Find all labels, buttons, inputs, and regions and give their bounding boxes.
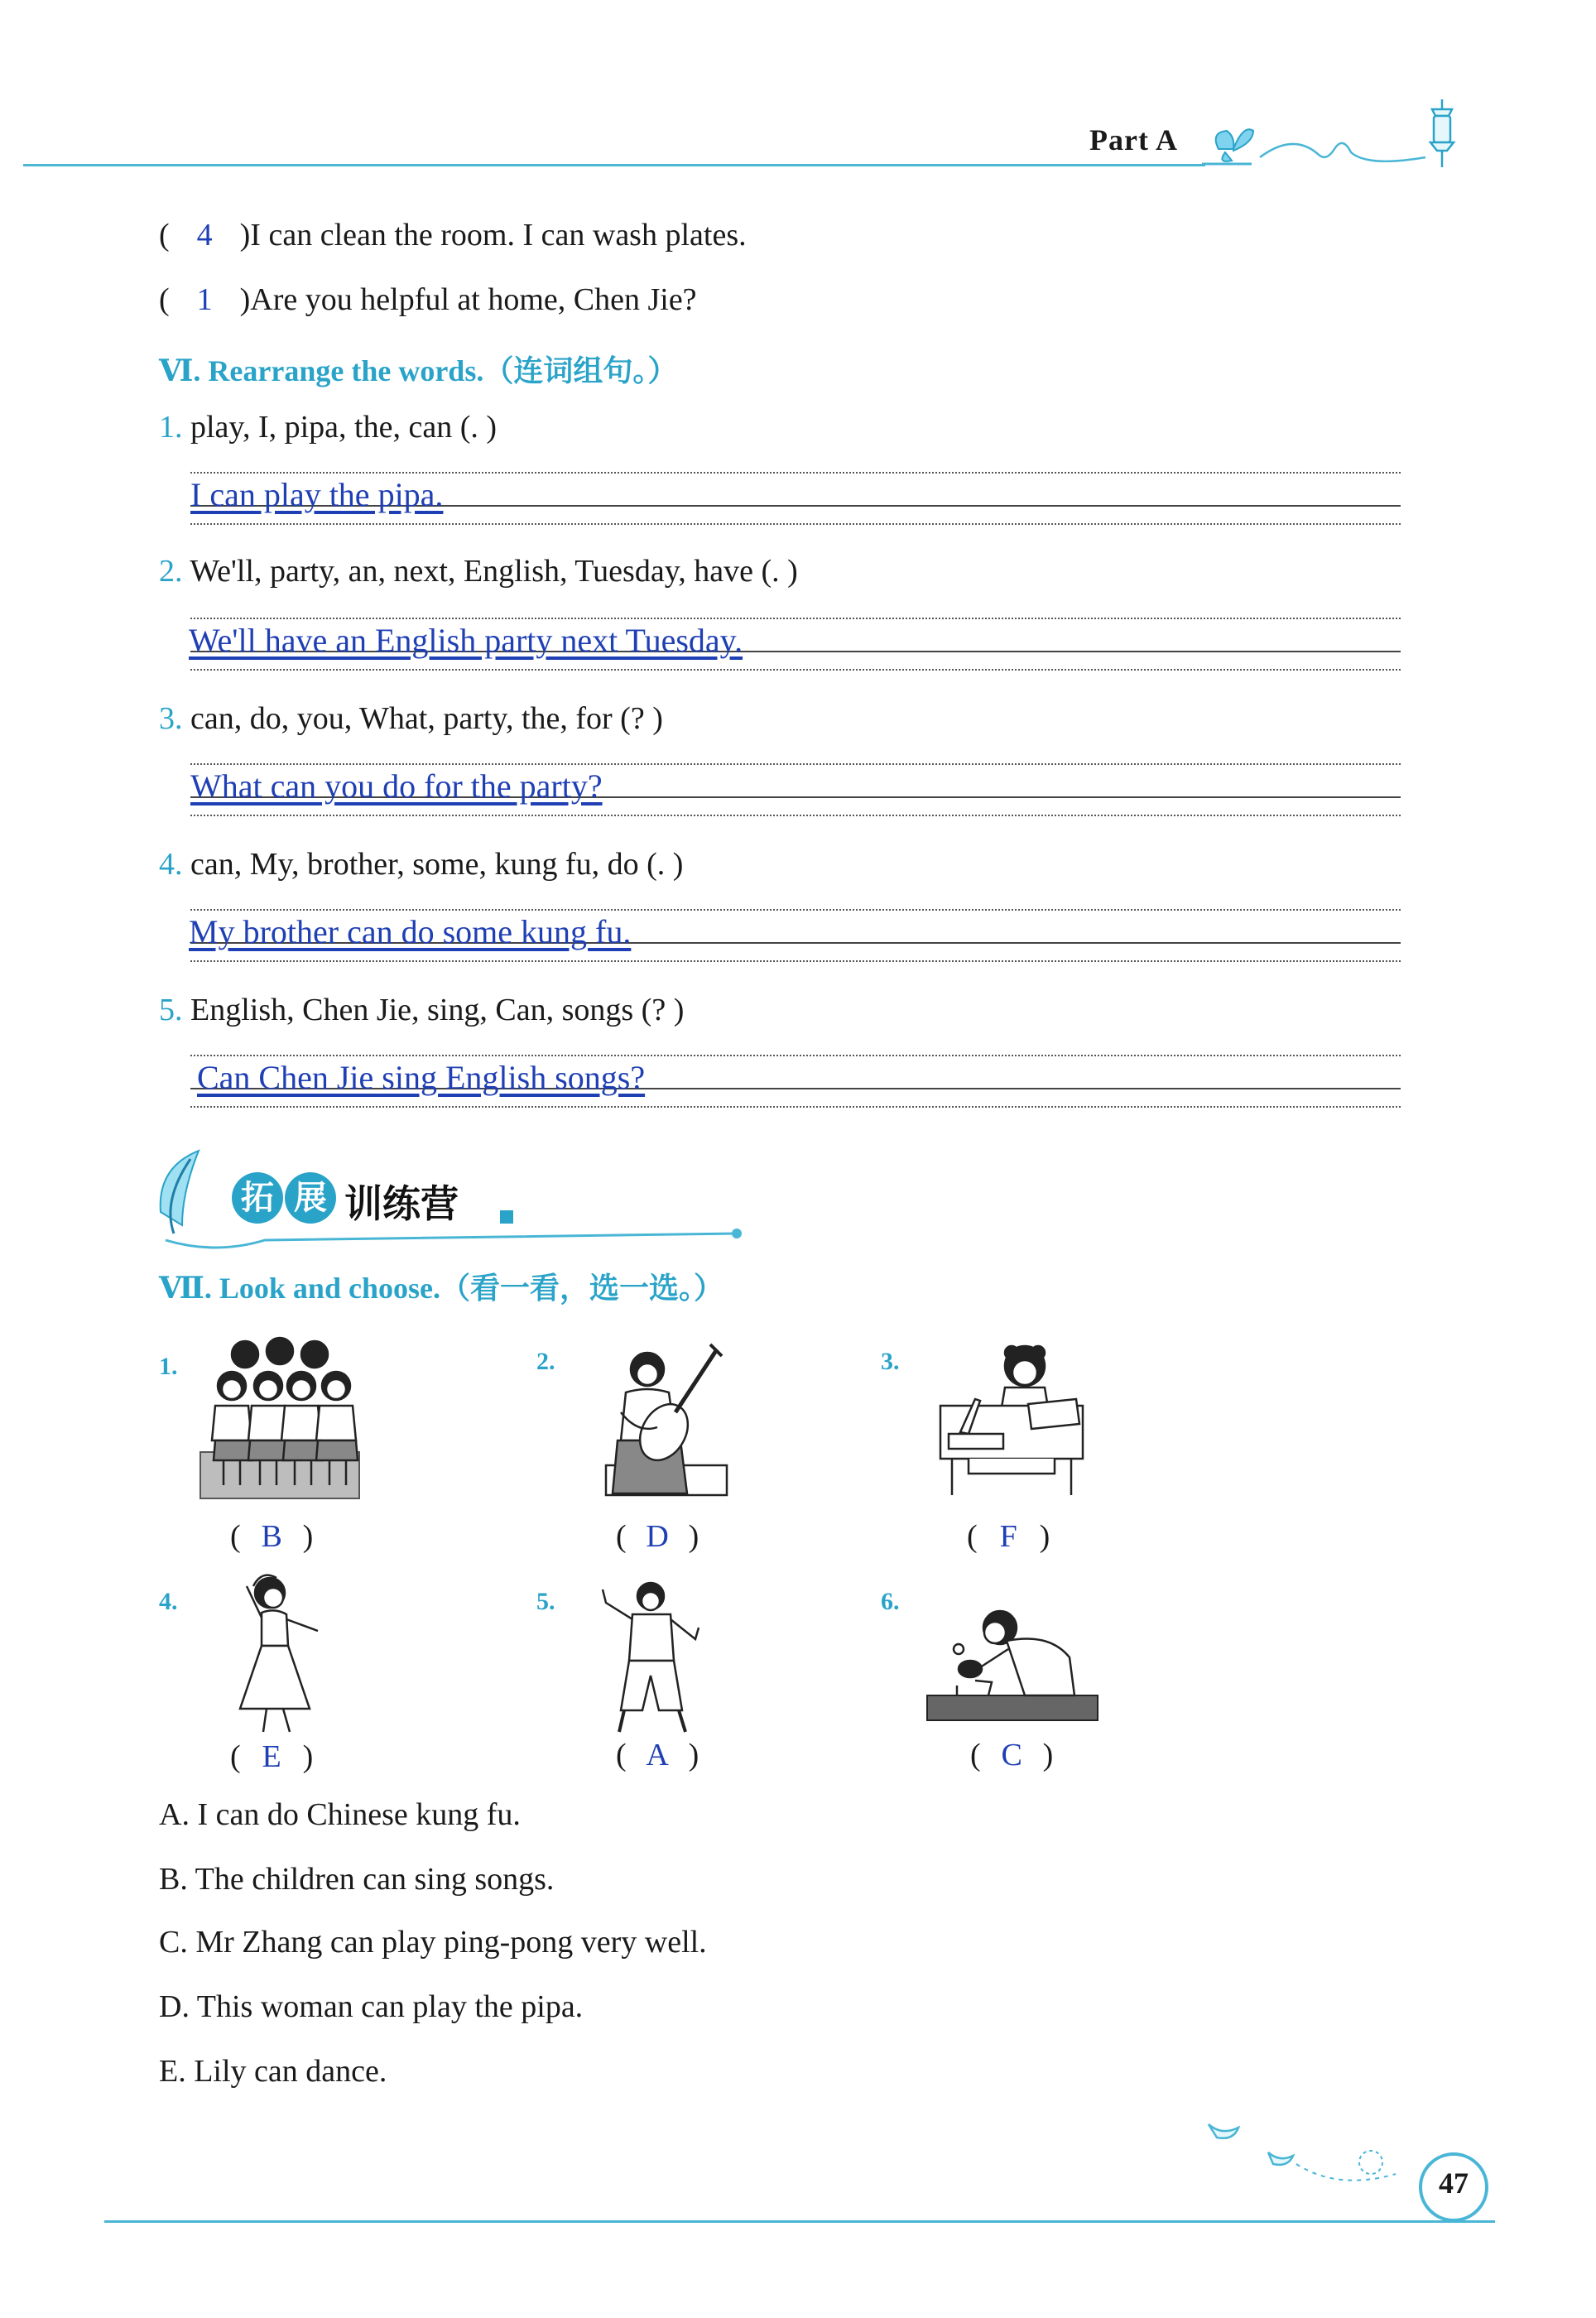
boy-kung-fu-icon <box>599 1578 707 1740</box>
option-d: D. This woman can play the pipa. <box>159 1989 584 2024</box>
rearrange-item-1 <box>159 409 497 445</box>
picture-answer: F <box>999 1519 1017 1554</box>
section-banner <box>149 1142 745 1250</box>
picture-number: 6. <box>881 1588 900 1615</box>
banner-badge: 拓 <box>232 1172 283 1224</box>
section-7-title: Ⅶ. Look and choose.（看一看，选一选。） <box>159 1272 723 1305</box>
item-words: can, do, you, What, party, the, for (? ) <box>190 701 663 736</box>
answer-paren: ( F ) <box>967 1519 1050 1554</box>
answer-text: We'll have an English party next Tuesday. <box>189 622 743 659</box>
option-e: E. Lily can dance. <box>159 2054 387 2089</box>
rearrange-item-2 <box>159 553 798 589</box>
match-answer: 1 <box>196 282 213 317</box>
item-number: 3. <box>159 701 183 736</box>
header-rule <box>23 164 1205 166</box>
picture-answer: D <box>646 1519 669 1554</box>
answer-text: My brother can do some kung fu. <box>189 913 632 950</box>
picture-number: 1. <box>159 1353 178 1380</box>
butterfly-lamp-icon <box>1202 91 1475 174</box>
answer-text: What can you do for the party? <box>190 767 603 805</box>
item-number: 1. <box>159 410 183 445</box>
footer-rule <box>104 2220 1495 2223</box>
match-answer: 4 <box>196 218 213 252</box>
answer-paren: ( D ) <box>616 1519 699 1554</box>
banner-title: 训练营 <box>344 1182 459 1225</box>
answer-rule <box>190 815 1401 816</box>
item-number: 4. <box>159 847 183 882</box>
answer-paren: ( E ) <box>230 1739 314 1774</box>
picture-answer: E <box>262 1739 281 1774</box>
match-line-1: ( 4 )I can clean the room. I can wash plates. <box>159 218 747 252</box>
picture-answer: B <box>261 1519 282 1554</box>
picture-answer: C <box>1001 1738 1022 1772</box>
answer-rule <box>190 618 1401 619</box>
banner-badge: 展 <box>285 1172 336 1224</box>
section-6-title: Ⅵ. Rearrange the words.（连词组句。） <box>159 354 678 387</box>
picture-number: 5. <box>536 1588 555 1615</box>
option-a: A. I can do Chinese kung fu. <box>159 1797 521 1832</box>
answer-paren: ( B ) <box>230 1519 314 1554</box>
item-words: can, My, brother, some, kung fu, do (. ) <box>190 847 684 882</box>
item-words: We'll, party, an, next, English, Tuesday, have (. ) <box>190 554 798 589</box>
picture-answer: A <box>646 1738 669 1772</box>
answer-rule <box>190 472 1401 474</box>
option-b: B. The children can sing songs. <box>159 1862 555 1897</box>
part-label: Part A <box>1089 123 1178 156</box>
woman-playing-pipa-icon <box>604 1341 728 1498</box>
answer-rule <box>190 763 1401 765</box>
rearrange-item-4 <box>159 846 683 882</box>
match-line-2: ( 1 )Are you helpful at home, Chen Jie? <box>159 282 697 317</box>
answer-rule <box>190 669 1401 671</box>
answer-rule <box>190 1055 1401 1056</box>
man-ping-pong-icon <box>925 1599 1099 1724</box>
answer-rule <box>190 1106 1401 1108</box>
girl-at-desk-icon <box>935 1341 1088 1498</box>
answer-paren: ( A ) <box>616 1738 699 1772</box>
answer-text: Can Chen Jie sing English songs? <box>197 1059 646 1096</box>
picture-number: 3. <box>881 1348 900 1375</box>
page-number: 47 <box>1439 2167 1469 2200</box>
girl-dancing-icon <box>228 1570 328 1738</box>
item-words: English, Chen Jie, sing, Can, songs (? ) <box>190 993 685 1027</box>
answer-paren: ( C ) <box>970 1738 1054 1772</box>
option-c: C. Mr Zhang can play ping-pong very well. <box>159 1925 707 1960</box>
children-singing-icon <box>199 1336 361 1502</box>
match-text: )I can clean the room. I can wash plates. <box>239 218 747 252</box>
answer-rule <box>190 909 1401 911</box>
answer-rule <box>190 960 1401 962</box>
rearrange-item-3 <box>159 700 663 737</box>
answer-rule <box>190 523 1401 525</box>
picture-number: 4. <box>159 1588 178 1615</box>
item-words: play, I, pipa, the, can (. ) <box>190 410 497 445</box>
rearrange-item-5 <box>159 992 684 1028</box>
banner-square <box>500 1210 513 1224</box>
birds-icon <box>1205 2116 1421 2199</box>
item-number: 2. <box>159 554 183 589</box>
match-text: )Are you helpful at home, Chen Jie? <box>239 282 697 317</box>
answer-text: I can play the pipa. <box>190 476 444 513</box>
picture-number: 2. <box>536 1348 555 1375</box>
item-number: 5. <box>159 993 183 1027</box>
